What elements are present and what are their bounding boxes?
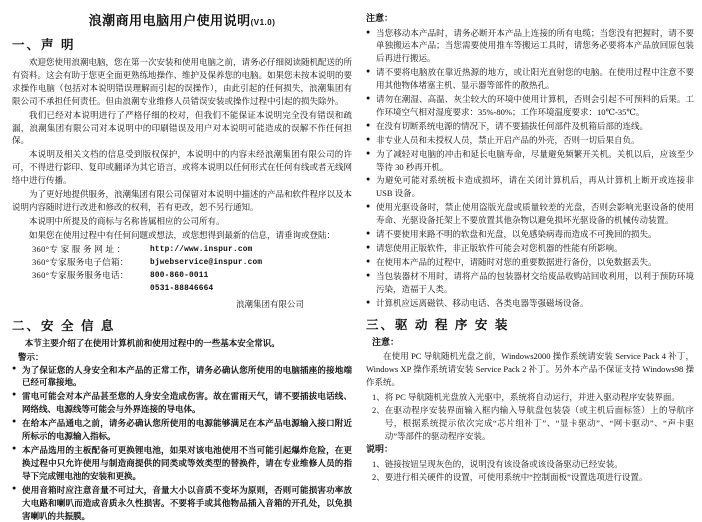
note-number: 2、	[372, 471, 385, 482]
contact-list	[12, 243, 352, 296]
driver-note-label: 说明：	[366, 444, 394, 455]
safety-bullet-item: ● 雷电可能会对本产品甚至您的人身安全造成伤害。故在雷雨天气，请不要插拔电话线、网络线、电源线等可能会与外界连接的导电体。	[12, 390, 352, 416]
notice-bullet-item: ● 在使用本产品的过程中，请随时对您的重要数据进行备份，以免数据丢失。	[366, 256, 694, 269]
page-title-text: 浪潮商用电脑用户使用说明	[88, 13, 251, 28]
notice-bullet-item: ● 在没有切断系统电源的情况下，请不要插拔任何部件及机箱后部的连线。	[366, 120, 694, 133]
company-signature: 浪潮集团有限公司	[235, 299, 304, 310]
contact-row	[12, 243, 352, 256]
driver-step-list	[366, 391, 694, 444]
driver-note-item	[366, 458, 694, 471]
right-column	[366, 8, 694, 496]
note-text: 要进行相关硬件的设置，可使用系统中“控制面板”设置选项进行设置。	[384, 471, 648, 482]
notice-bullet-item: ● 当包装器材不用时，请将产品的包装器材交给废品收购站回收利用，以利于预防环境污染，造福于人类。	[366, 270, 694, 296]
notice-bullet-item: ● 为了减轻对电脑的冲击和延长电脑寿命，尽量避免频繁开关机。关机以后，应该至少等待 30 秒再开机。	[366, 148, 694, 174]
notice-bullet-item: ● 非专业人员和未授权人员，禁止开启产品的外壳，否则一切后果自负。	[366, 134, 694, 147]
safety-intro: 本节主要介绍了在使用计算机前和使用过程中的一些基本安全常识。	[24, 338, 280, 349]
step-number: 1、	[372, 391, 385, 402]
contact-row	[12, 282, 352, 295]
safety-bullet-item: ● 使用音箱时应注意音量不可过大，音量大小以音质不变坏为原则，否则可能损害功率放大电路和喇叭而造成音质永久性损害。不要将手或其他物品插入音箱的开孔处，以免损害喇叭的共振膜。	[12, 484, 352, 522]
declaration-paragraph: 我们已经对本说明进行了严格仔细的校对，但我们不能保证本说明完全没有错误和疏漏，浪潮集团有限公司对本说明中的印刷错误及用户对本说明可能造成的误解不作任何担保。	[12, 109, 352, 146]
step-text: 将 PC 导航随机光盘放入光驱中，系统将自动运行，并进入驱动程序安装界面。	[384, 391, 680, 402]
step-text: 在驱动程序安装界面输入框内输入导航盘包装袋（或主机后面标签）上的导航序号，根据系统提示依次完成“芯片组补丁”、“显卡驱动”、“网卡驱动”、“声卡驱动”等部件的驱动程序安装。	[384, 404, 694, 442]
section-driver-heading: 三、驱 动 程 序 安 装	[366, 317, 510, 332]
notice-label: 注意：	[366, 13, 394, 23]
contact-value: http://www.inspur.com	[150, 245, 253, 254]
contact-label	[32, 282, 150, 295]
notice-bullet-item: ● 请不要使用来路不明的软盘和光盘，以免感染病毒而造成不可挽回的损失。	[366, 228, 694, 241]
driver-step-item	[366, 404, 694, 444]
page-title-version: (V1.0)	[250, 18, 276, 27]
contact-value: bjwebservice@inspur.com	[150, 258, 263, 267]
notice-bullet-item: ● 计算机应远离磁铁、移动电话、各类电器等强磁场设备。	[366, 297, 694, 310]
declaration-paragraph: 本说明中所提及的商标与名称皆属相应的公司所有。	[29, 215, 225, 226]
section-declaration-heading: 一、声 明	[12, 38, 76, 52]
driver-note-list	[366, 458, 694, 484]
page-title	[12, 10, 352, 29]
safety-bullet-list	[12, 364, 352, 522]
contact-value: 800-860-0011	[150, 272, 209, 281]
safety-bullet-item: ● 为了保证您的人身安全和本产品的正常工作，请务必确认您所使用的电脑插座的接地端已经可靠接地。	[12, 364, 352, 390]
declaration-paragraph: 为了更好地提供服务，浪潮集团有限公司保留对本说明中描述的产品和软件程序以及本说明内容随时进行改进和修改的权利，若有更改，恕不另行通知。	[12, 189, 353, 212]
contact-row	[12, 256, 352, 269]
declaration-paragraphs	[12, 56, 352, 242]
contact-label: 360°专 家 服 务 网 址 ：	[32, 243, 126, 254]
notice-bullet-item: ● 请勿在潮湿、高温、灰尘较大的环境中使用计算机，否则会引起不可预料的后果。工作环境空气相对湿度要求：35%-80%；工作环境温度要求：10℃-35℃。	[366, 93, 694, 119]
note-number: 1、	[372, 458, 385, 469]
contact-row	[12, 269, 352, 282]
section-safety-heading: 二、安 全 信 息	[12, 319, 116, 334]
safety-warning-label: 警示：	[18, 351, 44, 362]
driver-note-item	[366, 471, 694, 484]
notice-bullet-list	[366, 27, 694, 310]
notice-bullet-item: ● 请您使用正版软件，非正版软件可能会对您机器的性能有所影响。	[366, 242, 694, 255]
contact-value: 0531-88846664	[150, 285, 214, 294]
contact-label: 360°专家服务电子信箱：	[32, 256, 129, 267]
declaration-paragraph: 欢迎您使用浪潮电脑，您在第一次安装和使用电脑之前，请务必仔细阅读随机配送的所有资料。这会有助于您更全面更熟练地操作、维护及保养您的电脑。如果您未按本说明的要求操作电脑（包括对本说明错误理解而引起的误操作），由此引起的任何损失，浪潮集团有限公司不承担任何责任。但由浪潮专业维修人员错误安装或操作过程中引起的损失除外。	[12, 57, 353, 106]
note-text: 链接按钮呈现灰色的，说明没有该设备或该设备驱动已经安装。	[384, 458, 623, 469]
notice-bullet-item: ● 当您移动本产品时，请务必断开本产品上连接的所有电缆；当您没有把握时，请不要单独搬运本产品；当您需要使用推车等搬运工具时，请您务必要将本产品放回原包装后再进行搬运。	[366, 27, 694, 66]
driver-notice-text: 在使用 PC 导航随机光盘之前，Windows2000 操作系统请安装 Service Pack 4 补丁，Windows XP 操作系统请安装 Service Pack 2 补丁。另外本产品不保证支持 Windows98 操作系统。	[366, 351, 694, 388]
notice-bullet-item: ● 为避免可能对系统板卡造成损坏，请在关闭计算机后，再从计算机上断开或连接非 USB 设备。	[366, 174, 694, 200]
driver-notice-label: 注意：	[372, 336, 400, 347]
notice-bullet-item: ● 请不要将电脑放在靠近热源的地方，或让阳光直射您的电脑。在使用过程中注意不要用其他物体堵塞主机、显示器等部件的散热孔。	[366, 66, 694, 92]
driver-step-item	[366, 391, 694, 404]
declaration-paragraph: 本说明及相关文档的信息受到版权保护，本说明中的内容未经浪潮集团有限公司的许可，不得进行影印、复印或翻译为其它语言，或将本说明以任何形式在任何有线或者无线网络中进行传播。	[12, 149, 353, 186]
contact-label: 360°专家服务服务电话：	[32, 270, 129, 281]
left-column	[12, 8, 353, 521]
safety-bullet-item: ● 在给本产品通电之前，请务必确认您所使用的电源能够满足在本产品电源输入接口附近所标示的电源输入指标。	[12, 417, 352, 443]
step-number: 2、	[372, 404, 385, 415]
notice-bullet-item: ● 使用光驱设备时，禁止使用盗版光盘或质量较差的光盘，否则会影响光驱设备的使用寿命、光驱设备托架上不要放置其他杂物以避免损坏光驱设备的机械传动装置。	[366, 201, 694, 227]
declaration-paragraph: 如果您在使用过程中有任何问题或想法，或您想得到最新的信息，请垂询或登陆：	[29, 229, 336, 240]
safety-bullet-item: ● 本产品选用的主板配备可更换锂电池，如果对该电池使用不当可能引起爆炸危险，在更换过程中只允许使用与制造商提供的同类或等效类型的替换件，请在专业维修人员的指导下完成锂电池的安装和更换。	[12, 444, 352, 483]
